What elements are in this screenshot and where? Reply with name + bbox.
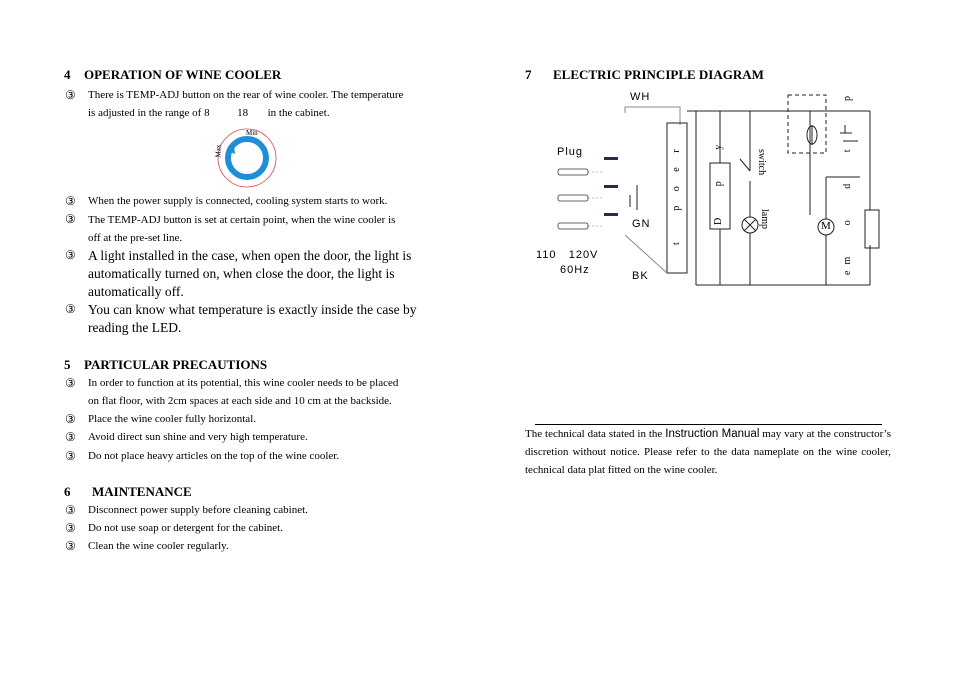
temp-adj-dial bbox=[214, 127, 280, 189]
s4-item5-line1: You can know what temperature is exactly inside the case by bbox=[88, 302, 417, 317]
voltage-label: 110 120V bbox=[536, 249, 599, 261]
bullet-icon: ③ bbox=[65, 248, 76, 262]
section7-heading bbox=[525, 67, 764, 83]
s4-item1-line2c: in the cabinet. bbox=[267, 107, 330, 119]
s5-item1-line1: In order to function at its potential, this wine cooler needs to be placed bbox=[88, 377, 399, 389]
s5-item4: Do not place heavy articles on the top of the wine cooler. bbox=[88, 450, 340, 462]
motor-symbol: M bbox=[821, 220, 831, 232]
s4-item1-line2 bbox=[88, 104, 403, 122]
s4-item1-line1: There is TEMP-ADJ button on the rear of wine cooler. The temperature bbox=[88, 89, 404, 101]
electric-diagram bbox=[530, 85, 890, 300]
s4-item5 bbox=[88, 301, 417, 337]
switch-label: switch bbox=[756, 149, 767, 176]
bullet-icon: ③ bbox=[65, 376, 76, 390]
wire-wh-label: WH bbox=[630, 91, 651, 103]
section7-number: 7 bbox=[525, 67, 532, 82]
technical-note bbox=[525, 425, 891, 479]
lamp-label: lamp bbox=[759, 209, 770, 229]
bullet-icon: ③ bbox=[65, 503, 76, 517]
section5-heading bbox=[64, 357, 267, 373]
bullet-icon: ③ bbox=[65, 430, 76, 444]
s5-item2: Place the wine cooler fully horizontal. bbox=[88, 413, 256, 425]
wire-gn-label: GN bbox=[632, 218, 651, 230]
s6-item3: Clean the wine cooler regularly. bbox=[88, 540, 229, 552]
frequency-label: 60Hz bbox=[560, 264, 590, 276]
bullet-icon: ③ bbox=[65, 212, 76, 226]
s4-item1 bbox=[88, 86, 403, 122]
s6-item1: Disconnect power supply before cleaning cabinet. bbox=[88, 504, 308, 516]
bullet-icon: ③ bbox=[65, 449, 76, 463]
s4-item3-line1: The TEMP-ADJ button is set at certain point, when the wine cooler is bbox=[88, 214, 396, 226]
s4-item4-line3: automatically off. bbox=[88, 284, 184, 299]
section4-title: OPERATION OF WINE COOLER bbox=[84, 67, 282, 82]
display-label: D p y bbox=[713, 138, 724, 225]
s4-item4-line1: A light installed in the case, when open the door, the light is bbox=[88, 248, 412, 263]
note-part3: may vary at the constructor’s discretion without notice. Please refer to the data nameplate on the wine cooler, technical data plat fitted on the wine cooler. bbox=[525, 428, 892, 476]
s4-item1-line2b: 18 bbox=[237, 107, 249, 119]
section7-title: ELECTRIC PRINCIPLE DIAGRAM bbox=[553, 67, 764, 82]
section4-number: 4 bbox=[64, 67, 71, 82]
section5-title: PARTICULAR PRECAUTIONS bbox=[84, 357, 268, 372]
bullet-icon: ③ bbox=[65, 88, 76, 102]
section5-number: 5 bbox=[64, 357, 71, 372]
bullet-icon: ③ bbox=[65, 302, 76, 316]
s4-item4-line2: automatically turned on, when close the door, the light is bbox=[88, 266, 395, 281]
s4-item5-line2: reading the LED. bbox=[88, 320, 182, 335]
section4-heading bbox=[64, 67, 281, 83]
note-part1: The technical data stated in the bbox=[525, 428, 663, 440]
s4-item3-line2: off at the pre-set line. bbox=[88, 232, 183, 244]
bullet-icon: ③ bbox=[65, 412, 76, 426]
bullet-icon: ③ bbox=[65, 194, 76, 208]
s5-item3: Avoid direct sun shine and very high temperature. bbox=[88, 431, 308, 443]
dial-max-label: Max bbox=[214, 144, 223, 158]
wire-bk-label: BK bbox=[632, 270, 649, 282]
bullet-icon: ③ bbox=[65, 539, 76, 553]
note-instruction-manual: Instruction Manual bbox=[665, 428, 760, 440]
s5-item1 bbox=[88, 374, 398, 410]
s5-item1-line2: on flat floor, with 2cm spaces at each side and 10 cm at the backside. bbox=[88, 395, 392, 407]
s4-item4 bbox=[88, 247, 411, 301]
plug-label: Plug bbox=[557, 146, 584, 158]
dial-min-label: Min bbox=[246, 129, 258, 137]
bullet-icon: ③ bbox=[65, 521, 76, 535]
power-board-label: t p o e r bbox=[671, 143, 682, 245]
s4-item3 bbox=[88, 211, 395, 247]
s4-item2: When the power supply is connected, cooling system starts to work. bbox=[88, 195, 388, 207]
s4-item1-line2a: is adjusted in the range of 8 bbox=[88, 107, 210, 119]
motor-label: em o d t p bbox=[842, 90, 853, 275]
s6-item2: Do not use soap or detergent for the cabinet. bbox=[88, 522, 283, 534]
section6-heading bbox=[64, 484, 192, 500]
section6-title: MAINTENANCE bbox=[92, 484, 192, 499]
section6-number: 6 bbox=[64, 484, 71, 499]
